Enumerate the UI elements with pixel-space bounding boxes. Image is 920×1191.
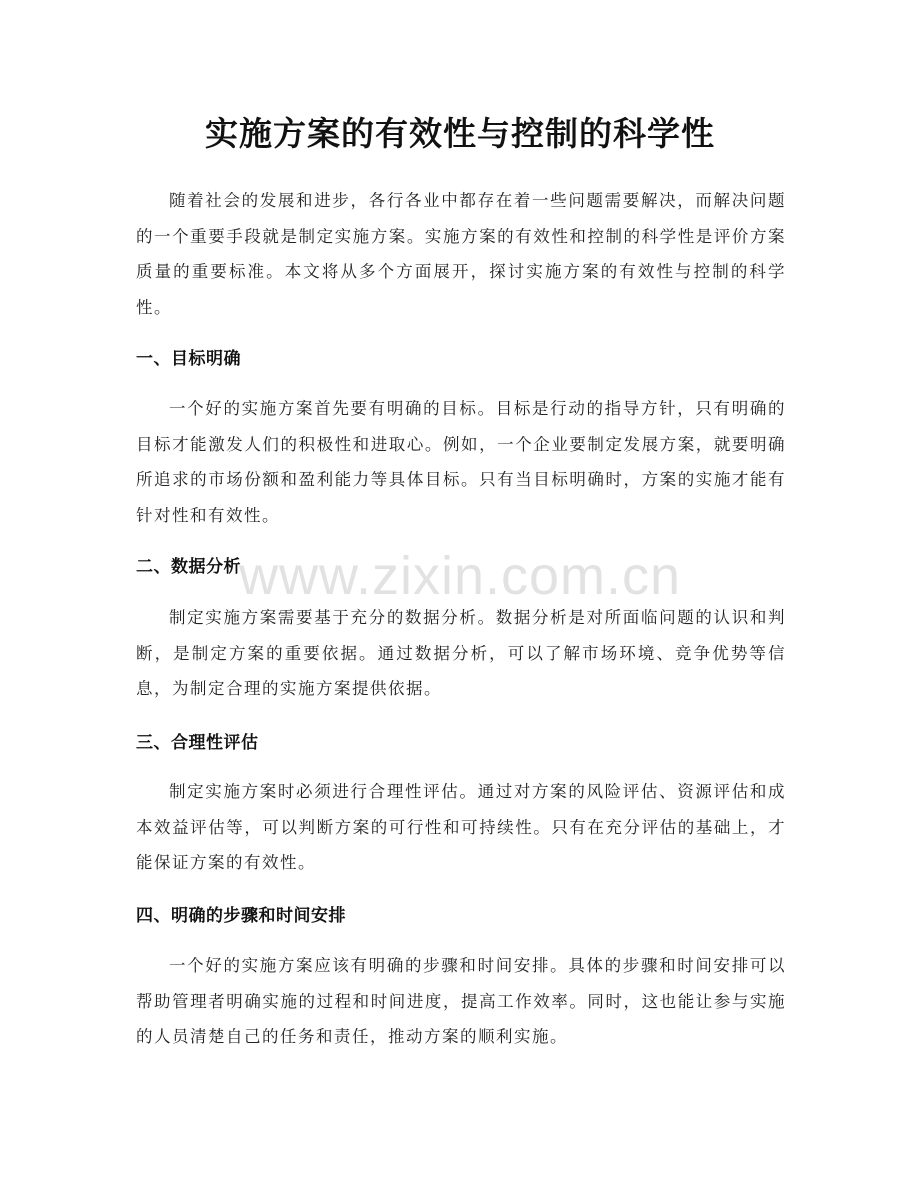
section-heading-evaluation: 三、合理性评估 bbox=[136, 733, 259, 753]
section-heading-steps-schedule: 四、明确的步骤和时间安排 bbox=[136, 906, 346, 926]
page-title: 实施方案的有效性与控制的科学性 bbox=[205, 114, 715, 153]
section-heading-data-analysis: 二、数据分析 bbox=[136, 557, 241, 577]
section-body-goals: 一个好的实施方案首先要有明确的目标。目标是行动的指导方针，只有明确的目标才能激发人们的积极性和进取心。例如，一个企业要制定发展方案，就要明确所追求的市场份额和盈利能力等具体目标。只有当目标明确时，方案的实施才能有针对性和有效性。 bbox=[136, 399, 786, 525]
section-heading-goals: 一、目标明确 bbox=[136, 349, 241, 369]
section-body-evaluation: 制定实施方案时必须进行合理性评估。通过对方案的风险评估、资源评估和成本效益评估等，可以判断方案的可行性和可持续性。只有在充分评估的基础上，才能保证方案的有效性。 bbox=[136, 782, 786, 872]
section-body-steps-schedule: 一个好的实施方案应该有明确的步骤和时间安排。具体的步骤和时间安排可以帮助管理者明确实施的过程和时间进度，提高工作效率。同时，这也能让参与实施的人员清楚自己的任务和责任，推动方案的顺利实施。 bbox=[136, 956, 786, 1046]
watermark: www.zixin.com.cn bbox=[238, 546, 682, 606]
intro-paragraph: 随着社会的发展和进步，各行各业中都存在着一些问题需要解决，而解决问题的一个重要手段就是制定实施方案。实施方案的有效性和控制的科学性是评价方案质量的重要标准。本文将从多个方面展开，探讨实施方案的有效性与控制的科学性。 bbox=[136, 191, 786, 317]
section-body-data-analysis: 制定实施方案需要基于充分的数据分析。数据分析是对所面临问题的认识和判断，是制定方案的重要依据。通过数据分析，可以了解市场环境、竞争优势等信息，为制定合理的实施方案提供依据。 bbox=[136, 608, 786, 698]
